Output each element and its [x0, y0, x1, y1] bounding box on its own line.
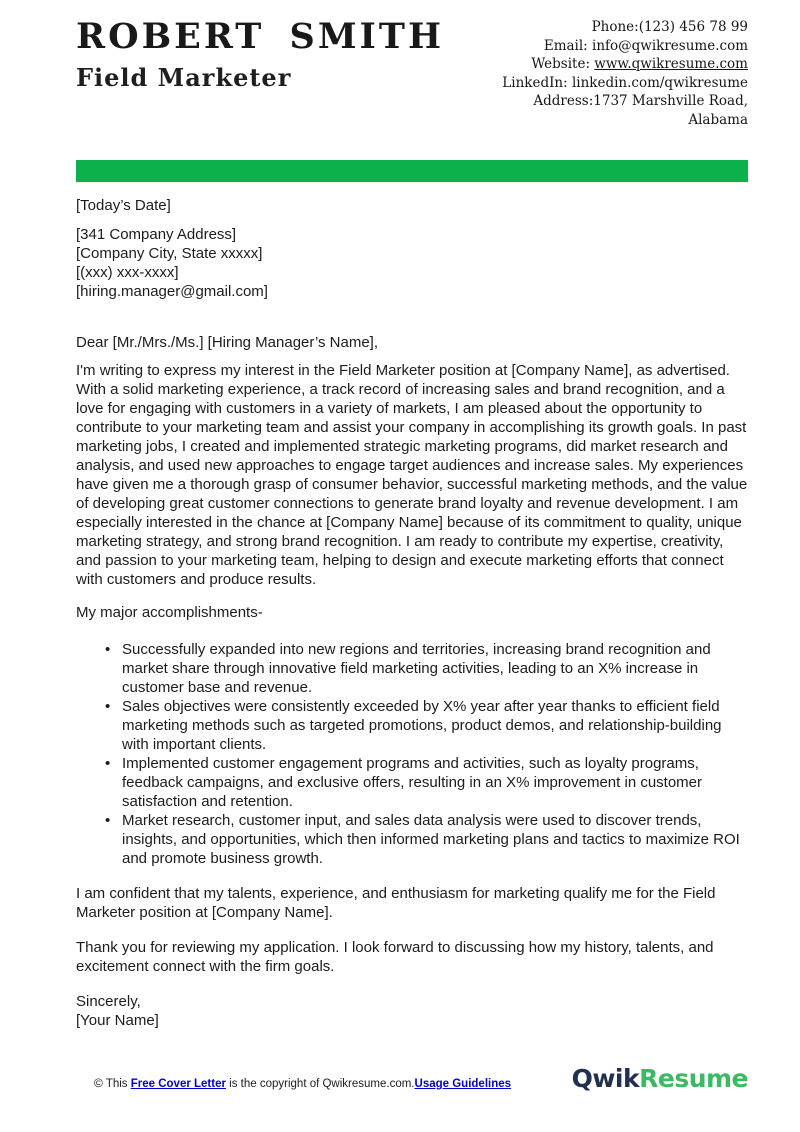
free-cover-letter-link[interactable]: Free Cover Letter	[130, 1078, 226, 1090]
job-title: Field Marketer	[76, 63, 292, 92]
contact-address-line2: Alabama	[688, 111, 748, 128]
date-placeholder: [Today’s Date]	[76, 196, 171, 214]
qwikresume-logo	[572, 1064, 748, 1093]
recipient-line: [(xxx) xxx-xxxx]	[76, 263, 179, 281]
salutation: Dear [Mr./Mrs./Ms.] [Hiring Manager’s Name],	[76, 333, 379, 351]
accomplishment-item: • Sales objectives were consistently exceeded by X% year after year thanks to efficient field marketing methods such as targeted promotions, product demos, and relationship-building with important clients.	[122, 697, 748, 754]
recipient-block	[76, 225, 748, 301]
signature-placeholder: [Your Name]	[76, 1011, 159, 1029]
contact-website	[502, 55, 748, 74]
recipient-line: [hiring.manager@gmail.com]	[76, 282, 268, 300]
accomplishment-item: • Implemented customer engagement programs and activities, such as loyalty programs, feedback campaigns, and exclusive offers, resulting in an X% improvement in customer satisfaction and retention.	[122, 754, 748, 811]
intro-paragraph: I'm writing to express my interest in the Field Marketer position at [Company Name], as advertised. With a solid marketing experience, a track record of increasing sales and brand recognition, and a love for engaging with customers in a variety of markets, I am pleased about the opportunity to contribute to your marketing team and assist your company in accomplishing its growth goals. In past marketing jobs, I created and implemented strategic marketing programs, did market research and analysis, and used new approaches to engage target audiences and increase sales. My experiences have given me a thorough grasp of consumer behavior, successful marketing methods, and the value of developing great customer connections to generate brand loyalty and revenue development. I am especially interested in the chance at [Company Name] because of its commitment to quality, unique marketing strategy, and strong brand recognition. I am ready to contribute my expertise, creativity, and passion to your marketing team, helping to design and execute marketing efforts that connect with customers and produce results.	[76, 361, 748, 588]
signoff-block	[76, 992, 748, 1030]
contact-address-line1: Address:1737 Marshville Road,	[533, 93, 748, 110]
recipient-line: [Company City, State xxxxx]	[76, 244, 263, 262]
header	[76, 18, 748, 130]
accomplishments-list	[76, 640, 748, 868]
website-link[interactable]: www.qwikresume.com	[594, 56, 748, 73]
accomplishment-item: • Market research, customer input, and sales data analysis were used to discover trends, insights, and opportunities, which then informed marketing plans and tactics to maximize ROI and promote business growth.	[122, 811, 748, 868]
closing-paragraph-2: Thank you for reviewing my application. I look forward to discussing how my history, talents, and excitement connect with the firm goals.	[76, 938, 714, 975]
contact-email: Email: info@qwikresume.com	[543, 37, 748, 54]
logo-qwik-text: Qwik	[571, 1064, 640, 1093]
recipient-line: [341 Company Address]	[76, 225, 237, 243]
accomplishments-heading: My major accomplishments-	[76, 603, 263, 621]
footer	[0, 1062, 800, 1110]
copyright-middle: is the copyright of Qwikresume.com.	[225, 1078, 415, 1090]
closing-paragraph-1: I am confident that my talents, experience, and enthusiasm for marketing qualify me for the Field Marketer position at [Company Name].	[76, 884, 716, 921]
usage-guidelines-link[interactable]: Usage Guidelines	[414, 1078, 512, 1090]
contact-website-label: Website:	[531, 56, 595, 73]
contact-phone: Phone:(123) 456 78 99	[591, 19, 748, 35]
signoff: Sincerely,	[76, 992, 141, 1010]
letter-body	[76, 196, 748, 1030]
person-name: ROBERT SMITH	[76, 16, 445, 57]
copyright-prefix: This	[105, 1078, 131, 1090]
contact-info	[502, 18, 748, 130]
logo-resume-text: Resume	[639, 1064, 748, 1093]
identity-block	[76, 18, 444, 92]
accomplishment-item: • Successfully expanded into new regions and territories, increasing brand recognition and market share through innovative field marketing activities, leading to an X% increase in customer base and revenue.	[122, 640, 748, 697]
accent-divider-bar	[76, 160, 748, 182]
contact-linkedin: LinkedIn: linkedin.com/qwikresume	[502, 74, 748, 91]
copyright-icon: ©	[93, 1076, 103, 1090]
